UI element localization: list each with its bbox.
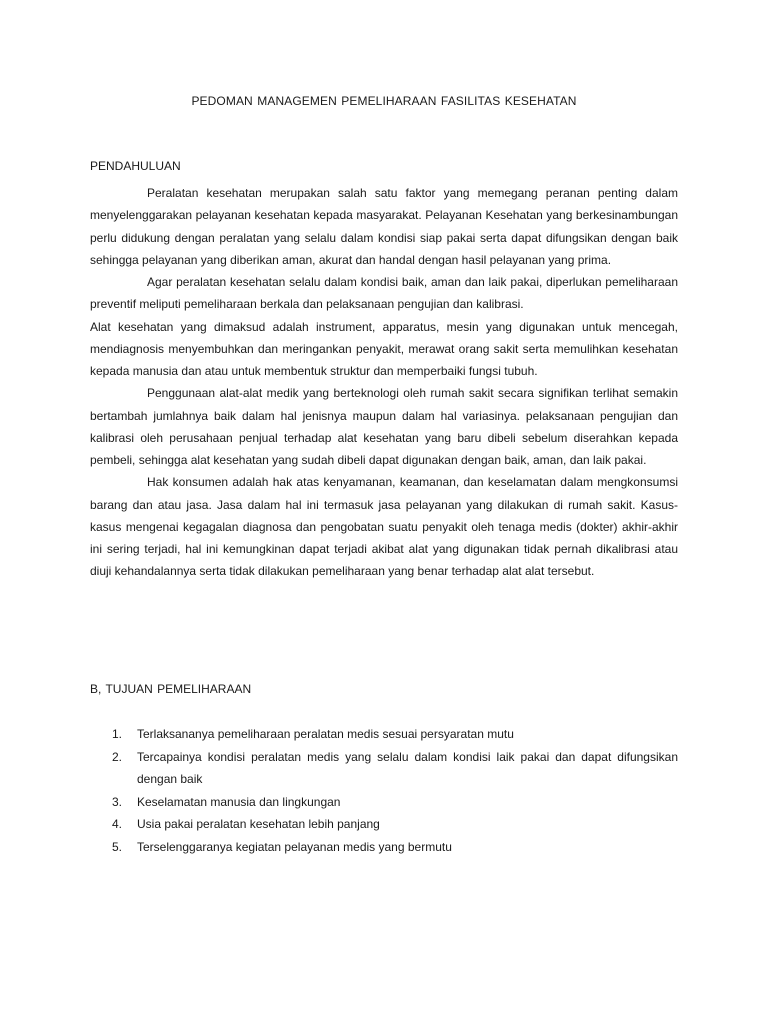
paragraph: Penggunaan alat-alat medik yang berteknologi oleh rumah sakit secara signifikan terlihat semakin bertambah jumlahnya baik dalam hal jenisnya maupun dalam hal variasinya. pelaksanaan pengujian dan kalibrasi oleh perusahaan penjual terhadap alat kesehatan yang baru dibeli sebelum diserahkan kepada pembeli, sehingga alat kesehatan yang sudah dibeli dapat digunakan dengan baik, aman, dan laik pakai. xyxy=(90,386,678,467)
paragraph: Agar peralatan kesehatan selalu dalam kondisi baik, aman dan laik pakai, diperlukan pemeliharaan preventif meliputi pemeliharaan berkala dan pelaksanaan pengujian dan kalibrasi. xyxy=(90,275,678,312)
list-item-number: 5. xyxy=(112,839,123,854)
list-item-text: Terlaksananya pemeliharaan peralatan medis sesuai persyaratan mutu xyxy=(137,727,514,741)
paragraph: Peralatan kesehatan merupakan salah satu faktor yang memegang peranan penting dalam menyelenggarakan pelayanan kesehatan kepada masyarakat. Pelayanan Kesehatan yang berkesinambungan perlu didukung dengan peralatan yang selalu dalam kondisi siap pakai serta dapat difungsikan dengan baik sehingga pelayanan yang diberikan aman, akurat dan handal dengan hasil pelayanan yang prima. xyxy=(90,186,678,267)
list-item-text: Usia pakai peralatan kesehatan lebih panjang xyxy=(137,817,380,831)
paragraph: Alat kesehatan yang dimaksud adalah instrument, apparatus, mesin yang digunakan untuk mencegah, mendiagnosis menyembuhkan dan meringankan penyakit, merawat orang sakit serta memulihkan kesehatan kepada manusia dan atau untuk membentuk struktur dan memperbaiki fungsi tubuh. xyxy=(90,319,678,378)
list-item-number: 4. xyxy=(112,817,123,831)
list-item xyxy=(90,723,678,746)
list-item xyxy=(90,746,678,791)
document-title: PEDOMAN MANAGEMEN PEMELIHARAAN FASILITAS KESEHATAN xyxy=(191,94,577,108)
list-item xyxy=(90,791,678,814)
paragraph: Hak konsumen adalah hak atas kenyamanan, keamanan, dan keselamatan dalam mengkonsumsi barang dan atau jasa. Jasa dalam hal ini termasuk jasa pelayanan yang dilakukan di rumah sakit. Kasus-kasus mengenai kegagalan diagnosa dan pengobatan suatu penyakit oleh tenaga medis (dokter) akhir-akhir ini sering terjadi, hal ini kemungkinan dapat terjadi akibat alat yang digunakan tidak pernah dikalibrasi atau diuji kehandalannya serta tidak dilakukan pemeliharaan yang benar terhadap alat alat tersebut. xyxy=(90,475,678,579)
list-item-number: 1. xyxy=(112,727,123,741)
section-heading-pendahuluan: PENDAHULUAN xyxy=(90,159,181,173)
section-heading-tujuan: B, TUJUAN PEMELIHARAAN xyxy=(90,682,252,696)
list-item-text: Terselenggaranya kegiatan pelayanan medis yang bermutu xyxy=(137,839,452,854)
list-item-number: 2. xyxy=(112,749,123,764)
list-item-text: Tercapainya kondisi peralatan medis yang selalu dalam kondisi laik pakai dan dapat difungsikan dengan baik xyxy=(137,749,678,786)
list-item xyxy=(90,836,678,859)
list-item-text: Keselamatan manusia dan lingkungan xyxy=(137,794,341,809)
list-item-number: 3. xyxy=(112,794,123,809)
intro-body xyxy=(90,182,678,583)
list-item xyxy=(90,813,678,836)
tujuan-list xyxy=(90,723,678,858)
